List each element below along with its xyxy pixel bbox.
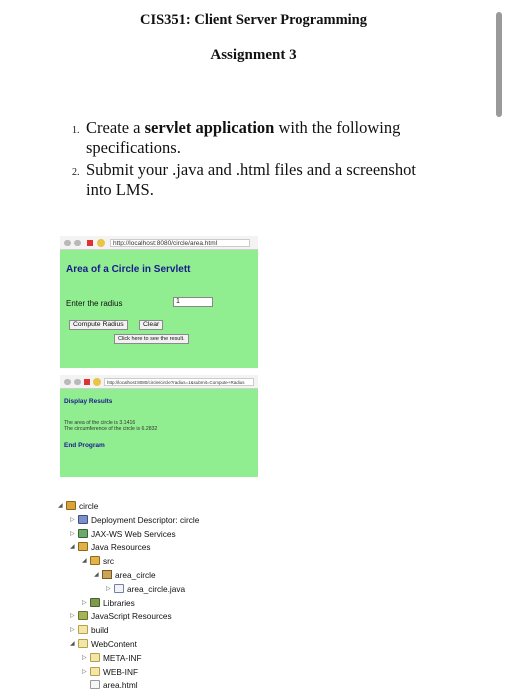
result-panel — [60, 389, 258, 477]
collapse-arrow-icon: ◢ — [82, 558, 87, 565]
tree-item-label: JavaScript Resources — [91, 611, 172, 622]
collapse-arrow-icon: ◢ — [70, 641, 75, 647]
expand-arrow-icon: ▷ — [70, 516, 75, 523]
tree-item-label: JAX-WS Web Services — [91, 528, 176, 539]
collapse-arrow-icon: ◢ — [94, 572, 99, 578]
browser-screenshot-input — [60, 236, 258, 368]
expand-arrow-icon: ▷ — [70, 613, 75, 620]
task-number: 1. — [72, 125, 80, 136]
back-icon — [64, 379, 71, 385]
tree-item — [70, 610, 172, 622]
expand-arrow-icon: ▷ — [82, 668, 87, 675]
task-bold-text: servlet application — [144, 118, 275, 137]
browser-address-bar — [60, 375, 258, 389]
tree-item — [70, 541, 151, 553]
collapse-arrow-icon: ◢ — [70, 544, 75, 551]
expand-arrow-icon: ▷ — [106, 585, 111, 592]
task-text: with the following — [274, 118, 401, 137]
task-text: specifications. — [86, 138, 181, 157]
stop-icon — [84, 379, 90, 385]
expand-arrow-icon: ▷ — [82, 654, 87, 661]
tree-item — [82, 679, 138, 691]
tree-item-label: Deployment Descriptor: circle — [91, 514, 200, 525]
collapse-arrow-icon: ◢ — [58, 503, 63, 509]
url-field: http://localhost:8080/circle/circle?radius=1&submit=Compute+Radius — [104, 378, 254, 386]
circumference-result: The circumference of the circle is 6.2832 — [64, 426, 158, 432]
tree-item — [70, 638, 137, 650]
tree-item-label: area.html — [103, 680, 138, 691]
tree-item — [82, 666, 138, 678]
expand-arrow-icon: ▷ — [70, 530, 75, 537]
dd-icon — [78, 515, 88, 524]
forward-icon — [74, 240, 81, 246]
tree-item-label: Java Resources — [91, 542, 151, 553]
pkg-icon — [102, 570, 112, 579]
task-text: Create a — [86, 118, 145, 137]
tree-item — [70, 514, 199, 526]
browser-address-bar — [60, 236, 258, 250]
fold-icon — [78, 625, 88, 634]
tree-item — [70, 624, 109, 636]
fold-icon — [78, 639, 88, 648]
end-program-text: End Program — [64, 442, 105, 449]
compute-radius-button: Compute Radius — [69, 320, 128, 330]
tree-item-label: area_circle.java — [127, 583, 186, 594]
fold-icon — [90, 667, 100, 676]
tree-item — [82, 597, 135, 609]
tree-item — [106, 583, 185, 595]
jr-icon — [78, 542, 88, 551]
tree-item-label: WebContent — [91, 639, 137, 649]
refresh-icon — [97, 239, 105, 247]
expand-arrow-icon: ▷ — [82, 599, 87, 606]
radius-label: Enter the radius — [66, 299, 123, 308]
task-list — [72, 118, 482, 202]
html-icon — [90, 680, 100, 689]
tree-item — [70, 528, 176, 540]
stop-icon — [87, 240, 93, 246]
course-title: CIS351: Client Server Programming — [139, 12, 367, 28]
expand-arrow-icon: ▷ — [70, 627, 75, 634]
ws-icon — [78, 529, 88, 538]
forward-icon — [74, 379, 81, 385]
tree-item — [94, 569, 156, 581]
task-number: 2. — [72, 167, 80, 178]
tree-item-label: WEB-INF — [103, 666, 139, 677]
tree-item-label: circle — [79, 501, 99, 511]
fold-icon — [90, 653, 100, 662]
tree-item-label: area_circle — [115, 570, 156, 580]
refresh-icon — [93, 378, 101, 386]
proj-icon — [66, 501, 76, 510]
task-text: Submit your .java and .html files and a screenshot — [86, 160, 416, 179]
page-heading: Area of a Circle in Servlett — [66, 264, 191, 275]
src-icon — [90, 556, 100, 565]
tree-item-label: src — [103, 556, 115, 567]
browser-screenshot-result — [60, 375, 258, 477]
clear-button: Clear — [139, 320, 163, 330]
tree-item — [82, 652, 142, 664]
radius-input: 1 — [173, 297, 213, 307]
lib-icon — [90, 598, 100, 607]
tree-item-label: Libraries — [103, 597, 135, 608]
see-result-button: Click here to see the result. — [114, 334, 189, 344]
tree-item-label: build — [91, 625, 109, 636]
area-result: The area of the circle is 3.1416 — [64, 420, 136, 426]
jf-icon — [114, 584, 124, 593]
tree-item-label: META-INF — [103, 652, 142, 663]
tree-item — [82, 555, 114, 567]
jsr-icon — [78, 611, 88, 620]
task-item-2 — [72, 160, 482, 200]
task-text: into LMS. — [86, 180, 154, 199]
url-field: http://localhost:8080/circle/area.html — [110, 239, 250, 247]
task-item-1 — [72, 118, 482, 158]
page-panel — [60, 250, 258, 368]
assignment-title: Assignment 3 — [210, 47, 297, 63]
result-heading: Display Results — [64, 398, 113, 405]
tree-item — [58, 500, 98, 512]
back-icon — [64, 240, 71, 246]
